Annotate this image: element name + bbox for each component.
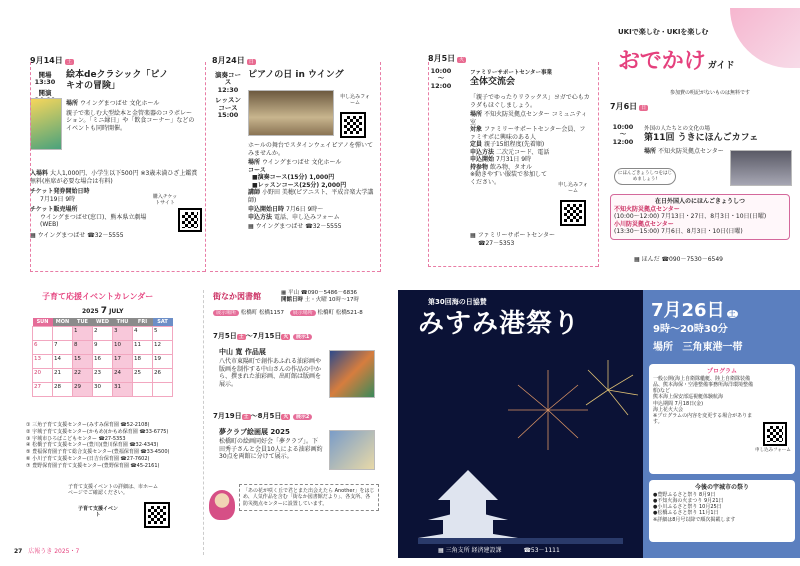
calendar-day-cell: 22 <box>73 368 93 382</box>
other-festival-list <box>653 492 791 523</box>
contact-name: ウイングまつばせ <box>255 223 304 230</box>
building-icon: ▦ <box>248 223 254 230</box>
divider <box>30 62 31 272</box>
bring-value: 飲み物、タオル <box>489 163 532 171</box>
program-item: 一般公開(海上自衛隊艦艇、陸上自衛隊装備品、熊本海保・空港整備事務所海洋環境整備船)など <box>653 375 754 394</box>
ex2-start: 7月19日 <box>213 412 242 420</box>
event-day: 日 <box>641 105 647 111</box>
calendar-footer: 子育て支援イベントの詳細は、市ホームページでご確認ください。 <box>68 484 159 497</box>
place-label: 場所 <box>653 342 673 353</box>
deadline-label: 申込開始日時 <box>248 206 285 213</box>
open-time: 13:30 <box>34 78 56 87</box>
building-icon: ▦ <box>30 231 36 239</box>
event-title: 第11回 うきにほんごカフェ <box>644 132 759 143</box>
calendar-day-cell: 2 <box>93 326 113 340</box>
calendar-legend-item: ④ 松橋子育て支援センター(豊川)(豊川保育園 ☎32-4343) <box>26 442 159 449</box>
ex1-start-day: 土 <box>238 334 244 340</box>
calendar-day-header: FRI <box>133 318 153 326</box>
event-note: ※動きやすい服装で参加してください。 <box>470 171 548 186</box>
ex2-end-day: 火 <box>283 414 289 420</box>
sale-label: チケット発券開始日時 <box>30 188 90 195</box>
building-icon: ▦ <box>281 290 287 296</box>
calendar-day-cell: 21 <box>53 368 73 382</box>
start-time: 10:00 <box>612 123 634 131</box>
calendar-day-cell <box>33 326 53 340</box>
calendar-day-cell <box>133 382 153 396</box>
festival-poster <box>398 290 643 558</box>
cap-label: 定員 <box>470 141 483 148</box>
program-qr-code[interactable] <box>763 422 787 446</box>
calendar-day-cell: 14 <box>53 354 73 368</box>
deadline-value: 7月6日 9時～ <box>285 206 324 213</box>
header-decoration <box>730 8 800 68</box>
program-item: ※プログラムの内容を変更する場合があります。 <box>653 413 753 426</box>
fee-label: 入場料 <box>30 170 49 177</box>
calendar-day-cell: 16 <box>93 354 113 368</box>
place-value: ウイングまつばせ 文化ホール <box>79 100 160 107</box>
hours-value: 土・火曜 10時～17時 <box>304 296 360 303</box>
teacher-label: 講師 <box>248 189 261 196</box>
calendar-day-cell: 30 <box>93 382 113 396</box>
event-photo <box>248 90 334 136</box>
place1-tag: 展示場所 <box>213 310 239 316</box>
program-item: 申込期間 7月18日(金) <box>653 400 704 407</box>
calendar-day-cell: 7 <box>53 340 73 354</box>
other-festival-item: ●不知火海の火まつり 9月21日 <box>653 497 724 504</box>
place-label: 場所 <box>248 159 261 166</box>
course1-time: 12:30 <box>217 85 239 94</box>
event-card-family-support: 8月5日 火 10:00 ～ 12:00 ファミリーサポートセンター事業 全体交流会 「親子でゆったりリラックス」ヨガで心もカラダもほぐしましょう。 場所 不知火防災拠点センター コミュニティ室 対象 ファミリーサポートセンター会員、ファミサポに興味のある人 定員 親子15組程度(先着順) 申込方法 二次元コード、電話 申込開始 7月31日 9時 持参物 飲み物、タオル ※動きやすい服装で参加してください。 申し込みフォーム ▦ ファミリーサポートセンター ☎27－5353 <box>428 54 590 247</box>
calendar-legend-item: ⑤ 豊福保育園子育て総合支援センター(豊福保育園 ☎33-4500) <box>26 449 170 455</box>
contact-tel: ☎090－5486－6836 <box>300 290 358 296</box>
apply-qr-label: 申し込みフォーム <box>340 94 370 107</box>
calendar-legend-item: ⑦ 豊野保育園子育て支援センター(豊野保育園 ☎45-2161) <box>26 462 160 469</box>
event-date: 8月5日 <box>428 54 456 63</box>
other-festival-item: ※詳細は8月号以降で順次掲載します <box>653 516 736 523</box>
calendar-day-cell: 9 <box>93 340 113 354</box>
calendar-day-cell: 31 <box>113 382 133 396</box>
ex1-tag: 展示1 <box>293 334 312 340</box>
calendar-day-cell <box>153 382 173 396</box>
event-card-picturebook <box>22 56 202 270</box>
event-title: ピアノの日 in ウイング <box>248 70 344 80</box>
contact-name: ウイングまつばせ <box>37 231 86 239</box>
contact-name: ほんだ <box>641 256 660 263</box>
start-label: 申込開始 <box>470 156 495 163</box>
ticket-qr-code[interactable] <box>178 208 202 232</box>
event-body: 親子で楽しむ大型絵本と金管楽器のコラボレーション。「ミニ縁日」や「飲食コーナー」などのイベントも同時開催。 <box>66 109 195 132</box>
event-day: 土 <box>66 59 72 65</box>
box2-schedule: (13:30～15:00) 7月6日、8月3日・10日(日曜) <box>614 228 743 235</box>
calendar-day-cell: 3 <box>113 326 133 340</box>
ex1-end: 7月15日 <box>252 332 282 340</box>
program-item: 熊本海上保安部巡視艇体験航海 <box>653 394 724 401</box>
divider <box>205 62 206 272</box>
place2-value: 松橋町 松橋521-8 <box>317 310 363 316</box>
calendar-day-cell: 24 <box>113 368 133 382</box>
calendar-day-cell: 13 <box>33 354 53 368</box>
calendar-day-cell <box>53 326 73 340</box>
course1-fee: ■演奏コース(15分) 1,000円 <box>252 174 335 181</box>
course-label: コース <box>248 166 266 174</box>
program-title: プログラム <box>707 368 737 375</box>
event-title: 絵本deクラシック「ピノキオの冒険」 <box>66 70 169 91</box>
end-time: 12:00 <box>612 137 634 146</box>
ex1-start: 7月5日 <box>213 332 237 340</box>
contact-tel: ☎53－1111 <box>523 547 560 554</box>
festival-day: 土 <box>728 310 736 318</box>
end-time: 12:00 <box>430 81 452 90</box>
method-value: 二次元コード、電話 <box>495 148 550 156</box>
calendar-day-cell: 20 <box>33 368 53 382</box>
place-label: 場所 <box>470 111 483 118</box>
calendar-day-cell: 1 <box>73 326 93 340</box>
event-day: 火 <box>459 57 465 63</box>
class-info-box <box>610 194 790 240</box>
calendar-day-header: TUE <box>73 318 93 326</box>
cap-value: 親子15組程度(先着順) <box>483 141 545 148</box>
calendar-day-header: MON <box>53 318 73 326</box>
ex1-body: 八代市東陽町で創作あふれる油彩画や版画を制作する中山さんの作品の中から、撰まれた油彩画、出町館は版画を展示。 <box>219 358 322 388</box>
other-festival-item: ●小川ふるさと祭り 10月25日 <box>653 504 722 510</box>
start-label: 開演 <box>38 88 52 97</box>
ex2-title: 夢クラブ絵画展 2025 <box>219 428 290 436</box>
calendar-day-header: SAT <box>153 318 173 326</box>
box1-title: 不知火防災拠点センター <box>614 205 680 213</box>
calendar-day-cell: 10 <box>113 340 133 354</box>
calendar-day-cell: 23 <box>93 368 113 382</box>
target-label: 対象 <box>470 126 483 133</box>
library-section: 街なか図書館 ▦ 平山 ☎090－5486－6836 開館日時 土・火曜 10時～17時 展示場所 松橋町 松橋1157 展示場所 松橋町 松橋521-8 7月5日 土 ～7月15日 火 展示1 中山 寛 作品展 八代市東陽町で創作あふれる油彩画や版画を制作する中山さんの作品の中から、撰まれた油彩画、出町館は版画を展示。 7月19日 土 ～8月5日 火 展示2 夢クラブ絵画展 2025 松橋町の絵画同好会「夢クラブ」。下田秀子さんと会員10人による油彩画約30点を両館に分けて展示。 「あの花が咲く丘で君とまた出会えたら Another」をはじめ、人気作品を含む「街なか図書館だより」、各支所、各防災拠点センターに設置しています。 <box>205 288 383 558</box>
calendar-day-cell: 27 <box>33 382 53 396</box>
place-label: 場所 <box>66 100 79 107</box>
program-box <box>649 364 795 474</box>
place-value: 不知火防災拠点センター <box>657 147 724 155</box>
calendar-month: 7 <box>100 306 108 316</box>
calendar-day-cell: 28 <box>53 382 73 396</box>
ex2-tag: 展示2 <box>293 414 312 420</box>
program-list <box>653 376 757 426</box>
building-icon: ▦ <box>634 256 640 263</box>
event-photo <box>30 98 62 150</box>
page-number: 27 <box>14 548 23 555</box>
event-subtitle: 外国の人たちとの文化の場 <box>644 126 711 132</box>
festival-subtitle: 第30回海の日協賛 <box>428 298 487 306</box>
course2-label: レッスンコース <box>215 96 241 112</box>
calendar-legend-item: ② 宇城子育て支援センター(かもめ)(かもめ保育園 ☎33-6775) <box>26 428 169 435</box>
apply-qr-code[interactable] <box>340 112 366 138</box>
hours-label: 開館日時 <box>281 296 304 303</box>
event-title: 全体交流会 <box>470 76 516 87</box>
event-card-nihongo: 7月6日 日 10:00 ～ 12:00 外国の人たちとの文化の場 第11回 うきにほんごカフェ 場所 不知火防災拠点センター にほんごきょうしつをはじめましょう! 在日外国人のにほんごきょうしつ 不知火防災拠点センター (10:00～12:00) 7月13日・27日、8月3日・10日(日曜) 小川防災拠点センター (13:30～15:00) 7月6日、8月3日・10日(日曜) ▦ ほんだ ☎090－7530－6549 <box>604 102 796 268</box>
calendar-day-cell: 5 <box>153 326 173 340</box>
method-label: 申込方法 <box>248 213 273 221</box>
course2-time: 15:00 <box>217 111 239 120</box>
odekake-title-suffix: ガイド <box>707 61 735 71</box>
festival-info <box>643 290 800 558</box>
place-value: 不知火防災拠点センター コミュニティ室 <box>470 111 588 126</box>
place-value: 三角東港一帯 <box>682 342 743 353</box>
place-value: ウイングまつばせ 文化ホール <box>261 159 342 166</box>
calendar-month-en: JULY <box>109 308 124 315</box>
ex2-end: 8月5日 <box>257 412 282 420</box>
calendar-day-cell: 6 <box>33 340 53 354</box>
library-quote: 「あの花が咲く丘で君とまた出会えたら Another」をはじめ、人気作品を含む「街なか図書館だより」、各支所、各防災拠点センターに設置しています。 <box>239 484 379 511</box>
box-title: 在日外国人のにほんごきょうしつ <box>654 198 745 205</box>
fireworks-illustration <box>398 350 643 550</box>
calendar-day-cell: 17 <box>113 354 133 368</box>
start-value: 7月31日 9時 <box>495 156 532 163</box>
contact-name: 平山 <box>287 290 299 296</box>
odekake-note: 参加費の明記がないものは無料です <box>670 90 751 96</box>
calendar-day-header: WED <box>93 318 113 326</box>
start-time: 10:00 <box>430 67 452 75</box>
ticket-qr-label: 購入チケットサイト <box>152 194 178 207</box>
course1-label: 演奏コース <box>215 71 241 87</box>
bring-label: 持参物 <box>470 163 489 171</box>
contact-tel: ☎32－5555 <box>305 223 342 230</box>
apply-qr-label: 申し込みフォーム <box>558 182 588 195</box>
contact-name: 三角支所 経済建設課 <box>445 547 502 554</box>
calendar-day-cell: 25 <box>133 368 153 382</box>
other-title: 今後の宇城市の祭り <box>694 484 749 491</box>
shop-value: ウイングまつばせ(窓口)、熊本県立劇場(WEB) <box>40 213 147 228</box>
shop-label: チケット販売場所 <box>30 206 78 213</box>
calendar-day-cell: 4 <box>133 326 153 340</box>
calendar-day-cell: 12 <box>153 340 173 354</box>
box2-title: 小川防災拠点センター <box>614 220 674 228</box>
odekake-title: おでかけ <box>618 49 706 74</box>
odekake-tagline: UKIで楽しむ・UKIを楽しむ <box>618 28 709 36</box>
method-value: 電話、申し込みフォーム <box>273 213 340 221</box>
event-body: 「親子でゆったりリラックス」ヨガで心もカラダもほぐしましょう。 <box>470 94 590 109</box>
open-label: 開場 <box>38 71 52 79</box>
calendar-legend-item: ⑥ 小川子育て支援センター(日吉台保育園 ☎27-7602) <box>26 455 150 462</box>
divider <box>210 271 380 272</box>
calendar-section <box>22 288 194 553</box>
contact-tel: ☎27－5353 <box>478 239 515 247</box>
other-festival-item: ●松橋ふるさと祭り 11月1日 <box>653 510 719 517</box>
event-body: ホールの舞台でスタインウェイピアノを弾いてみませんか。 <box>248 142 374 157</box>
calendar-day-cell: 11 <box>133 340 153 354</box>
fee-value: 大人1,000円、小学生以下500円 ※3歳未満ひざ上鑑賞無料(座席が必要な場合は有料) <box>30 170 198 185</box>
course2-fee: ■レッスンコース(25分) 2,000円 <box>252 181 347 189</box>
other-festival-item: ●豊野ふるさと祭り 8月9日 <box>653 491 716 498</box>
place2-tag: 展示場所 <box>290 310 316 316</box>
ex1-photo <box>329 350 375 398</box>
calendar-day-header: THU <box>113 318 133 326</box>
calendar-day-cell: 15 <box>73 354 93 368</box>
teacher-value: 小野田 美穂(ピアニスト、平成音楽大学講師) <box>248 189 374 204</box>
event-card-piano <box>212 56 382 266</box>
festival-time: 9時～20時30分 <box>653 324 728 335</box>
building-icon: ▦ <box>470 232 476 239</box>
calendar-day-header: SUN <box>33 318 53 326</box>
calendar-qr-code[interactable] <box>144 502 170 528</box>
ex2-start-day: 土 <box>243 414 249 420</box>
calendar-day-cell: 26 <box>153 368 173 382</box>
page-footer: 広報うき 2025・7 <box>28 548 80 555</box>
contact-tel: ☎32－5555 <box>87 231 124 239</box>
event-date: 7月6日 <box>610 102 638 111</box>
calendar-grid <box>32 318 173 397</box>
other-festivals-box <box>649 480 795 542</box>
divider <box>428 62 429 267</box>
festival-title: みすみ港祭り <box>418 309 581 339</box>
ex2-photo <box>329 430 375 470</box>
method-label: 申込方法 <box>470 148 495 156</box>
divider <box>380 62 381 272</box>
character-illustration <box>209 490 235 520</box>
ex1-title: 中山 寛 作品展 <box>219 348 266 356</box>
event-day: 日 <box>248 59 254 65</box>
ex2-body: 松橋町の絵画同好会「夢クラブ」。下田秀子さんと会員10人による油彩画約30点を両館に分けて展示。 <box>219 438 323 461</box>
building-icon: ▦ <box>438 547 444 554</box>
event-photo <box>730 150 792 186</box>
calendar-day-cell: 8 <box>73 340 93 354</box>
odekake-header <box>610 8 800 100</box>
calendar-title: 子育て応援イベントカレンダー <box>42 292 154 301</box>
festival-date: 7月26日 <box>651 300 725 321</box>
program-item: 海上花火大会 <box>653 406 684 413</box>
calendar-legend-item: ③ 宇城市ひろばこどもセンター ☎27-5353 <box>26 435 126 442</box>
ex1-end-day: 火 <box>283 334 289 340</box>
speech-bubble: にほんごきょうしつをはじめましょう! <box>614 168 676 185</box>
calendar-legend <box>26 422 196 469</box>
calendar-day-cell: 18 <box>133 354 153 368</box>
place-label: 場所 <box>644 147 657 155</box>
program-qr-label: 申し込みフォーム <box>755 448 791 453</box>
event-date: 8月24日 <box>212 56 245 65</box>
contact-name: ファミリーサポートセンター <box>477 232 556 239</box>
calendar-qr-label: 子育て支援イベント <box>78 506 119 519</box>
target-value: ファミリーサポートセンター会員、ファミサポに興味のある人 <box>470 126 586 141</box>
box1-schedule: (10:00～12:00) 7月13日・27日、8月3日・10日(日曜) <box>614 213 767 220</box>
divider <box>598 62 599 267</box>
apply-qr-code[interactable] <box>560 200 586 226</box>
divider <box>203 290 204 555</box>
contact-tel: ☎090－7530－6549 <box>661 256 723 263</box>
sale-value: 7月19日 9時 <box>40 195 76 203</box>
event-date: 9月14日 <box>30 56 63 65</box>
divider <box>30 271 205 272</box>
library-title: 街なか図書館 <box>213 292 261 301</box>
divider <box>428 266 598 267</box>
calendar-legend-item: ① 三角子育て支援センター(みすみ保育園 ☎52-2108) <box>26 422 150 428</box>
calendar-day-cell: 29 <box>73 382 93 396</box>
calendar-day-cell: 19 <box>153 354 173 368</box>
event-subtitle: ファミリーサポートセンター事業 <box>470 70 553 76</box>
calendar-year: 2025 <box>82 308 99 315</box>
place1-value: 松橋町 松橋1157 <box>240 310 285 316</box>
